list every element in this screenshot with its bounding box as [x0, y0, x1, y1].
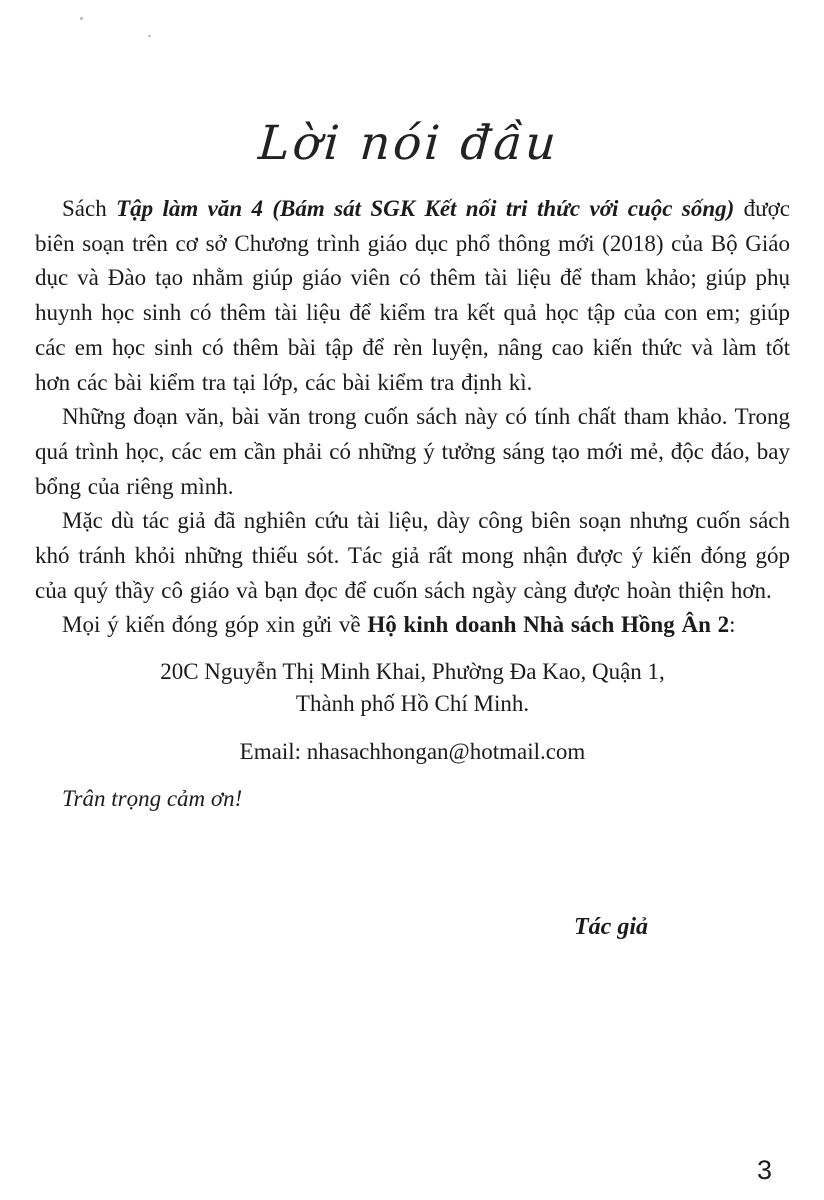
page-content [0, 192, 824, 941]
closing-thanks: Trân trọng cảm ơn! [62, 786, 243, 812]
publisher-email: Email: nhasachhongan@hotmail.com [239, 739, 586, 765]
paragraph-contact [35, 608, 790, 643]
address-line-1: 20C Nguyễn Thị Minh Khai, Phường Đa Kao, Quận 1, [160, 659, 665, 685]
page-number: 3 [756, 1155, 772, 1185]
paragraph-contact-lead: Mọi ý kiến đóng góp xin gửi về [62, 612, 368, 638]
publisher-address [35, 656, 790, 720]
page-title: Lời nói đầu [256, 116, 561, 171]
paragraph-reference-note: Những đoạn văn, bài văn trong cuốn sách này có tính chất tham khảo. Trong quá trình học, các em cần phải có những ý tưởng sáng tạo mới mẻ, độc đáo, bay bổng của riêng mình. [35, 404, 790, 499]
paragraph-intro [35, 192, 790, 400]
paragraph-intro-rest: được biên soạn trên cơ sở Chương trình giáo dục phổ thông mới (2018) của Bộ Giáo dục và Đào tạo nhằm giúp giáo viên có thêm tài liệu để tham khảo; giúp phụ huynh học sinh có thêm tài liệu để kiểm tra kết quả học tập của con em; giúp các em học sinh có thêm bài tập để rèn luyện, nâng cao kiến thức và làm tốt hơn các bài kiểm tra tại lớp, các bài kiểm tra định kì. [35, 196, 790, 395]
paragraph-feedback-request: Mặc dù tác giả đã nghiên cứu tài liệu, dày công biên soạn nhưng cuốn sách khó tránh khỏi những thiếu sót. Tác giả rất mong nhận được ý kiến đóng góp của quý thầy cô giáo và bạn đọc để cuốn sách ngày càng được hoàn thiện hơn. [35, 508, 790, 603]
address-line-2: Thành phố Hồ Chí Minh. [295, 691, 530, 717]
publisher-name-emphasis: Hộ kinh doanh Nhà sách Hồng Ân 2 [367, 612, 730, 638]
paragraph-contact-tail: : [729, 612, 736, 638]
book-title-emphasis: Tập làm văn 4 (Bám sát SGK Kết nối tri thức với cuộc sống) [116, 196, 735, 221]
paragraph-intro-lead: Sách [62, 196, 117, 221]
author-signature: Tác giả [574, 914, 648, 941]
